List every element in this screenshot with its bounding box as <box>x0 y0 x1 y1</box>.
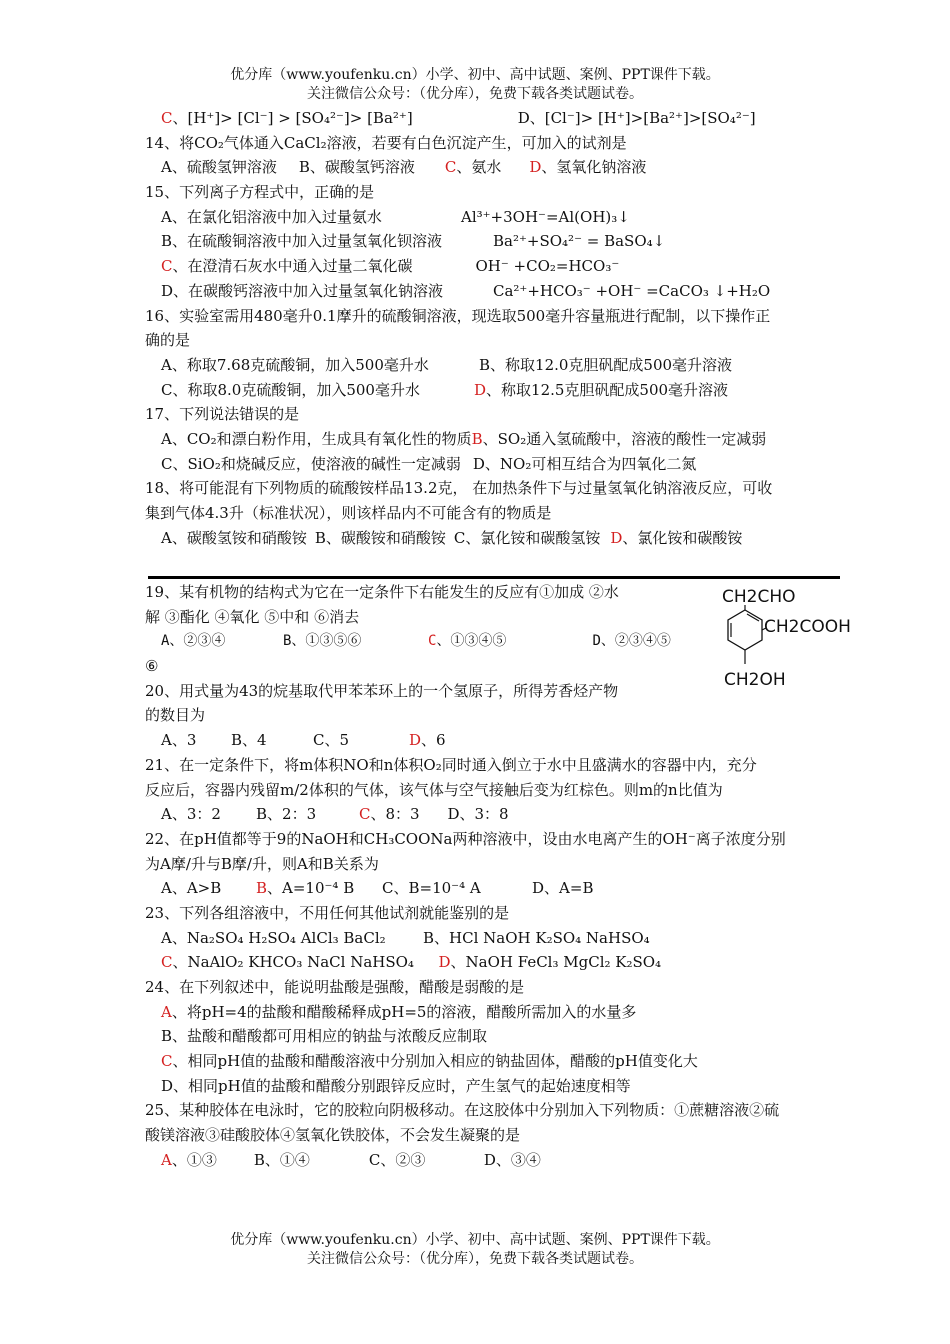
q15-a-text: A、在氯化铝溶液中加入过量氨水 <box>161 207 382 226</box>
q24-a-letter: A <box>161 1002 172 1021</box>
q16-options-cd <box>145 378 855 403</box>
footer-line-1: 优分库（www.youfenku.cn）小学、初中、高中试题、案例、PPT课件下载。 <box>230 1232 720 1248</box>
q22-stem-1: 22、在pH值都等于9的NaOH和CH₃COONa两种溶液中，设由水电离产生的OH⁻离子浓度分别 <box>145 829 786 848</box>
structural-formula-svg <box>700 584 850 694</box>
question-content <box>145 106 855 550</box>
q17-b-text: 、SO₂通入氢硫酸中，溶液的酸性一定减弱 <box>482 429 767 448</box>
q23-c-letter: C <box>161 953 173 972</box>
q15-d-eq: Ca²⁺+HCO₃⁻ +OH⁻ =CaCO₃ ↓+H₂O <box>493 281 771 300</box>
q18-d-text: 、氯化铵和碳酸铵 <box>622 528 743 547</box>
q22-d: D、A=B <box>532 879 594 898</box>
q14-stem: 14、将CO₂气体通入CaCl₂溶液，若要有白色沉淀产生，可加入的试剂是 <box>145 133 627 152</box>
q17-options-cd <box>145 452 855 477</box>
q17-b-letter: B <box>471 429 483 448</box>
q21-b: B、2：3 <box>256 805 317 824</box>
q18-d-letter: D <box>610 528 623 547</box>
q20-d-letter: D <box>409 731 422 750</box>
q18-options <box>145 526 855 551</box>
q17-c: C、SiO₂和烧碱反应，使溶液的碱性一定减弱 <box>161 454 461 473</box>
q22-stem-2: 为A摩/升与B摩/升，则A和B关系为 <box>145 854 379 873</box>
q14-d-letter: D <box>529 158 542 177</box>
q21-a: A、3：2 <box>161 805 221 824</box>
q19-c-letter: C <box>428 633 437 650</box>
q23-d-letter: D <box>438 953 451 972</box>
q16-d-letter: D <box>474 380 487 399</box>
q14-c-text: 、氨水 <box>456 158 502 177</box>
q23-b: B、HCl NaOH K₂SO₄ NaHSO₄ <box>423 928 650 947</box>
q23-options-ab <box>145 926 855 951</box>
header-line-1: 优分库（www.youfenku.cn）小学、初中、高中试题、案例、PPT课件下载。 <box>230 67 720 83</box>
q16-stem-1: 16、实验室需用480毫升0.1摩升的硫酸铜溶液，现选取500毫升容量瓶进行配制，以下操作正 <box>145 306 771 325</box>
q22-c: C、B=10⁻⁴ A <box>382 879 481 898</box>
q18-stem-2: 集到气体4.3升（标准状况），则该样品内不可能含有的物质是 <box>145 504 552 522</box>
q23-options-cd <box>145 950 855 975</box>
q25-a-text: 、①③ <box>171 1150 217 1169</box>
q20-d-text: 、6 <box>421 731 446 750</box>
structural-formula <box>700 584 850 694</box>
q21-c-text: 、8：3 <box>370 805 420 824</box>
q17-stem: 17、下列说法错误的是 <box>145 405 300 424</box>
q23-a: A、Na₂SO₄ H₂SO₄ AlCl₃ BaCl₂ <box>161 928 386 947</box>
q16-c: C、称取8.0克硫酸铜，加入500毫升水 <box>161 380 420 399</box>
q16-options-ab <box>145 353 855 378</box>
formula-bottom-group: CH2OH <box>724 670 786 690</box>
q20-stem-2: 的数目为 <box>145 706 206 725</box>
footer-line-2: 关注微信公众号：（优分库），免费下载各类试题试卷。 <box>307 1251 643 1267</box>
q24-b: B、盐酸和醋酸都可用相应的钠盐与浓酸反应制取 <box>161 1027 488 1046</box>
page-header <box>0 66 950 104</box>
q25-stem-1: 25、某种胶体在电泳时，它的胶粒向阴极移动。在这胶体中分别加入下列物质：①蔗糖溶液②硫 <box>145 1101 780 1120</box>
q19-a: A、②③④ <box>161 633 226 650</box>
q24-a-text: 、将pH=4的盐酸和醋酸稀释成pH=5的溶液，醋酸所需加入的水量多 <box>171 1002 637 1021</box>
q21-stem-2: 反应后，容器内残留m/2体积的气体，该气体与空气接触后变为红棕色。则m的n比值为 <box>145 780 723 799</box>
q24-c-text: 、相同pH值的盐酸和醋酸溶液中分别加入相应的钠盐固体，醋酸的pH值变化大 <box>172 1052 698 1071</box>
q14-c-letter: C <box>444 158 457 177</box>
q15-b <box>145 229 855 254</box>
q14-options <box>145 155 855 180</box>
q24-c <box>145 1049 855 1074</box>
q19-stem-2: 解 ③酯化 ④氧化 ⑤中和 ⑥消去 <box>145 607 360 626</box>
q24-stem: 24、在下列叙述中，能说明盐酸是强酸，醋酸是弱酸的是 <box>145 978 525 996</box>
q21-c-letter: C <box>359 805 371 824</box>
q19-d: D、②③④⑤ <box>592 633 671 650</box>
q13-d: D、[Cl⁻]> [H⁺]>[Ba²⁺]>[SO₄²⁻] <box>517 109 756 127</box>
q25-b: B、①④ <box>253 1150 310 1169</box>
formula-top-group: CH2CHO <box>722 587 796 607</box>
q14-d-text: 、氢氧化钠溶液 <box>541 158 647 177</box>
q18-a: A、碳酸氢铵和硝酸铵 <box>161 528 307 547</box>
q18-c: C、氯化铵和碳酸氢铵 <box>453 528 601 547</box>
page-footer <box>0 1231 950 1269</box>
q16-stem-2: 确的是 <box>145 331 191 350</box>
q13-options <box>145 106 855 131</box>
q15-c-eq: OH⁻ +CO₂=HCO₃⁻ <box>475 257 620 276</box>
q21-options <box>145 802 855 827</box>
q24-a <box>145 1000 855 1025</box>
q23-d-text: 、NaOH FeCl₃ MgCl₂ K₂SO₄ <box>450 953 662 972</box>
q15-d <box>145 279 855 304</box>
q19-stem-1: 19、某有机物的结构式为它在一定条件下右能发生的反应有①加成 ②水 <box>145 583 619 601</box>
section-divider <box>148 576 840 579</box>
q25-a-letter: A <box>161 1150 172 1169</box>
q21-stem-1: 21、在一定条件下，将m体积NO和n体积O₂同时通入倒立于水中且盛满水的容器中内，充分 <box>145 755 757 774</box>
q13-c-text: 、[H⁺]> [Cl⁻] > [SO₄²⁻]> [Ba²⁺] <box>172 109 413 127</box>
q16-a: A、称取7.68克硫酸铜，加入500毫升水 <box>161 355 429 374</box>
header-line-2: 关注微信公众号：（优分库），免费下载各类试题试卷。 <box>307 86 643 102</box>
q25-c: C、②③ <box>368 1150 426 1169</box>
q20-stem-1: 20、用式量为43的烷基取代甲苯苯环上的一个氢原子，所得芳香烃产物 <box>145 681 619 700</box>
q19-b: B、①③⑤⑥ <box>283 633 362 650</box>
q17-a: A、CO₂和漂白粉作用，生成具有氧化性的物质 <box>161 429 472 448</box>
q17-options-ab <box>145 427 855 452</box>
formula-right-group: CH2COOH <box>764 617 850 637</box>
q22-b-letter: B <box>256 879 268 898</box>
q18-stem-1: 18、将可能混有下列物质的硫酸铵样品13.2克， 在加热条件下与过量氢氧化钠溶液反应，可收 <box>145 479 773 498</box>
q23-stem: 23、下列各组溶液中，不用任何其他试剂就能鉴别的是 <box>145 903 510 922</box>
q22-a: A、A>B <box>161 879 222 898</box>
q15-c-letter: C <box>161 257 173 276</box>
q15-c-text: 、在澄清石灰水中通入过量二氧化碳 <box>172 257 413 276</box>
q15-a-eq: Al³⁺+3OH⁻=Al(OH)₃↓ <box>461 207 630 226</box>
q22-options <box>145 876 855 901</box>
benzene-ring <box>728 610 762 650</box>
q16-d-text: 、称取12.5克胆矾配成500毫升溶液 <box>486 380 729 399</box>
q13-c-letter: C <box>161 109 173 127</box>
q15-stem: 15、下列离子方程式中，正确的是 <box>145 183 375 202</box>
q16-b: B、称取12.0克胆矾配成500毫升溶液 <box>479 355 733 374</box>
q22-b-text: 、A=10⁻⁴ B <box>267 879 355 898</box>
q15-d-text: D、在碳酸钙溶液中加入过量氢氧化钠溶液 <box>161 281 444 300</box>
q19-c-text: 、①③④⑤ <box>436 633 507 650</box>
q24-d: D、相同pH值的盐酸和醋酸分别跟锌反应时，产生氢气的起始速度相等 <box>161 1076 631 1095</box>
q19-d-tail: ⑥ <box>145 657 159 676</box>
q24-c-letter: C <box>161 1052 173 1071</box>
q18-b: B、碳酸铵和硝酸铵 <box>314 528 446 547</box>
q23-c-text: 、NaAlO₂ KHCO₃ NaCl NaHSO₄ <box>172 953 414 972</box>
q20-b: B、4 <box>231 731 267 750</box>
q21-d: D、3：8 <box>447 805 509 824</box>
q14-b: B、碳酸氢钙溶液 <box>298 158 415 177</box>
q20-c: C、5 <box>313 731 350 750</box>
q15-c <box>145 254 855 279</box>
q25-options <box>145 1148 855 1173</box>
q20-a: A、3 <box>161 731 197 750</box>
q15-a <box>145 205 855 230</box>
q25-d: D、③④ <box>483 1150 541 1169</box>
q15-b-text: B、在硫酸铜溶液中加入过量氢氧化钡溶液 <box>161 232 443 251</box>
q25-stem-2: 酸镁溶液③硅酸胶体④氢氧化铁胶体，不会发生凝聚的是 <box>145 1126 521 1145</box>
q17-d: D、NO₂可相互结合为四氧化二氮 <box>472 454 697 473</box>
q20-options <box>145 728 855 753</box>
q14-a: A、硫酸氢钾溶液 <box>161 158 277 177</box>
q15-b-eq: Ba²⁺+SO₄²⁻ = BaSO₄↓ <box>493 232 666 251</box>
